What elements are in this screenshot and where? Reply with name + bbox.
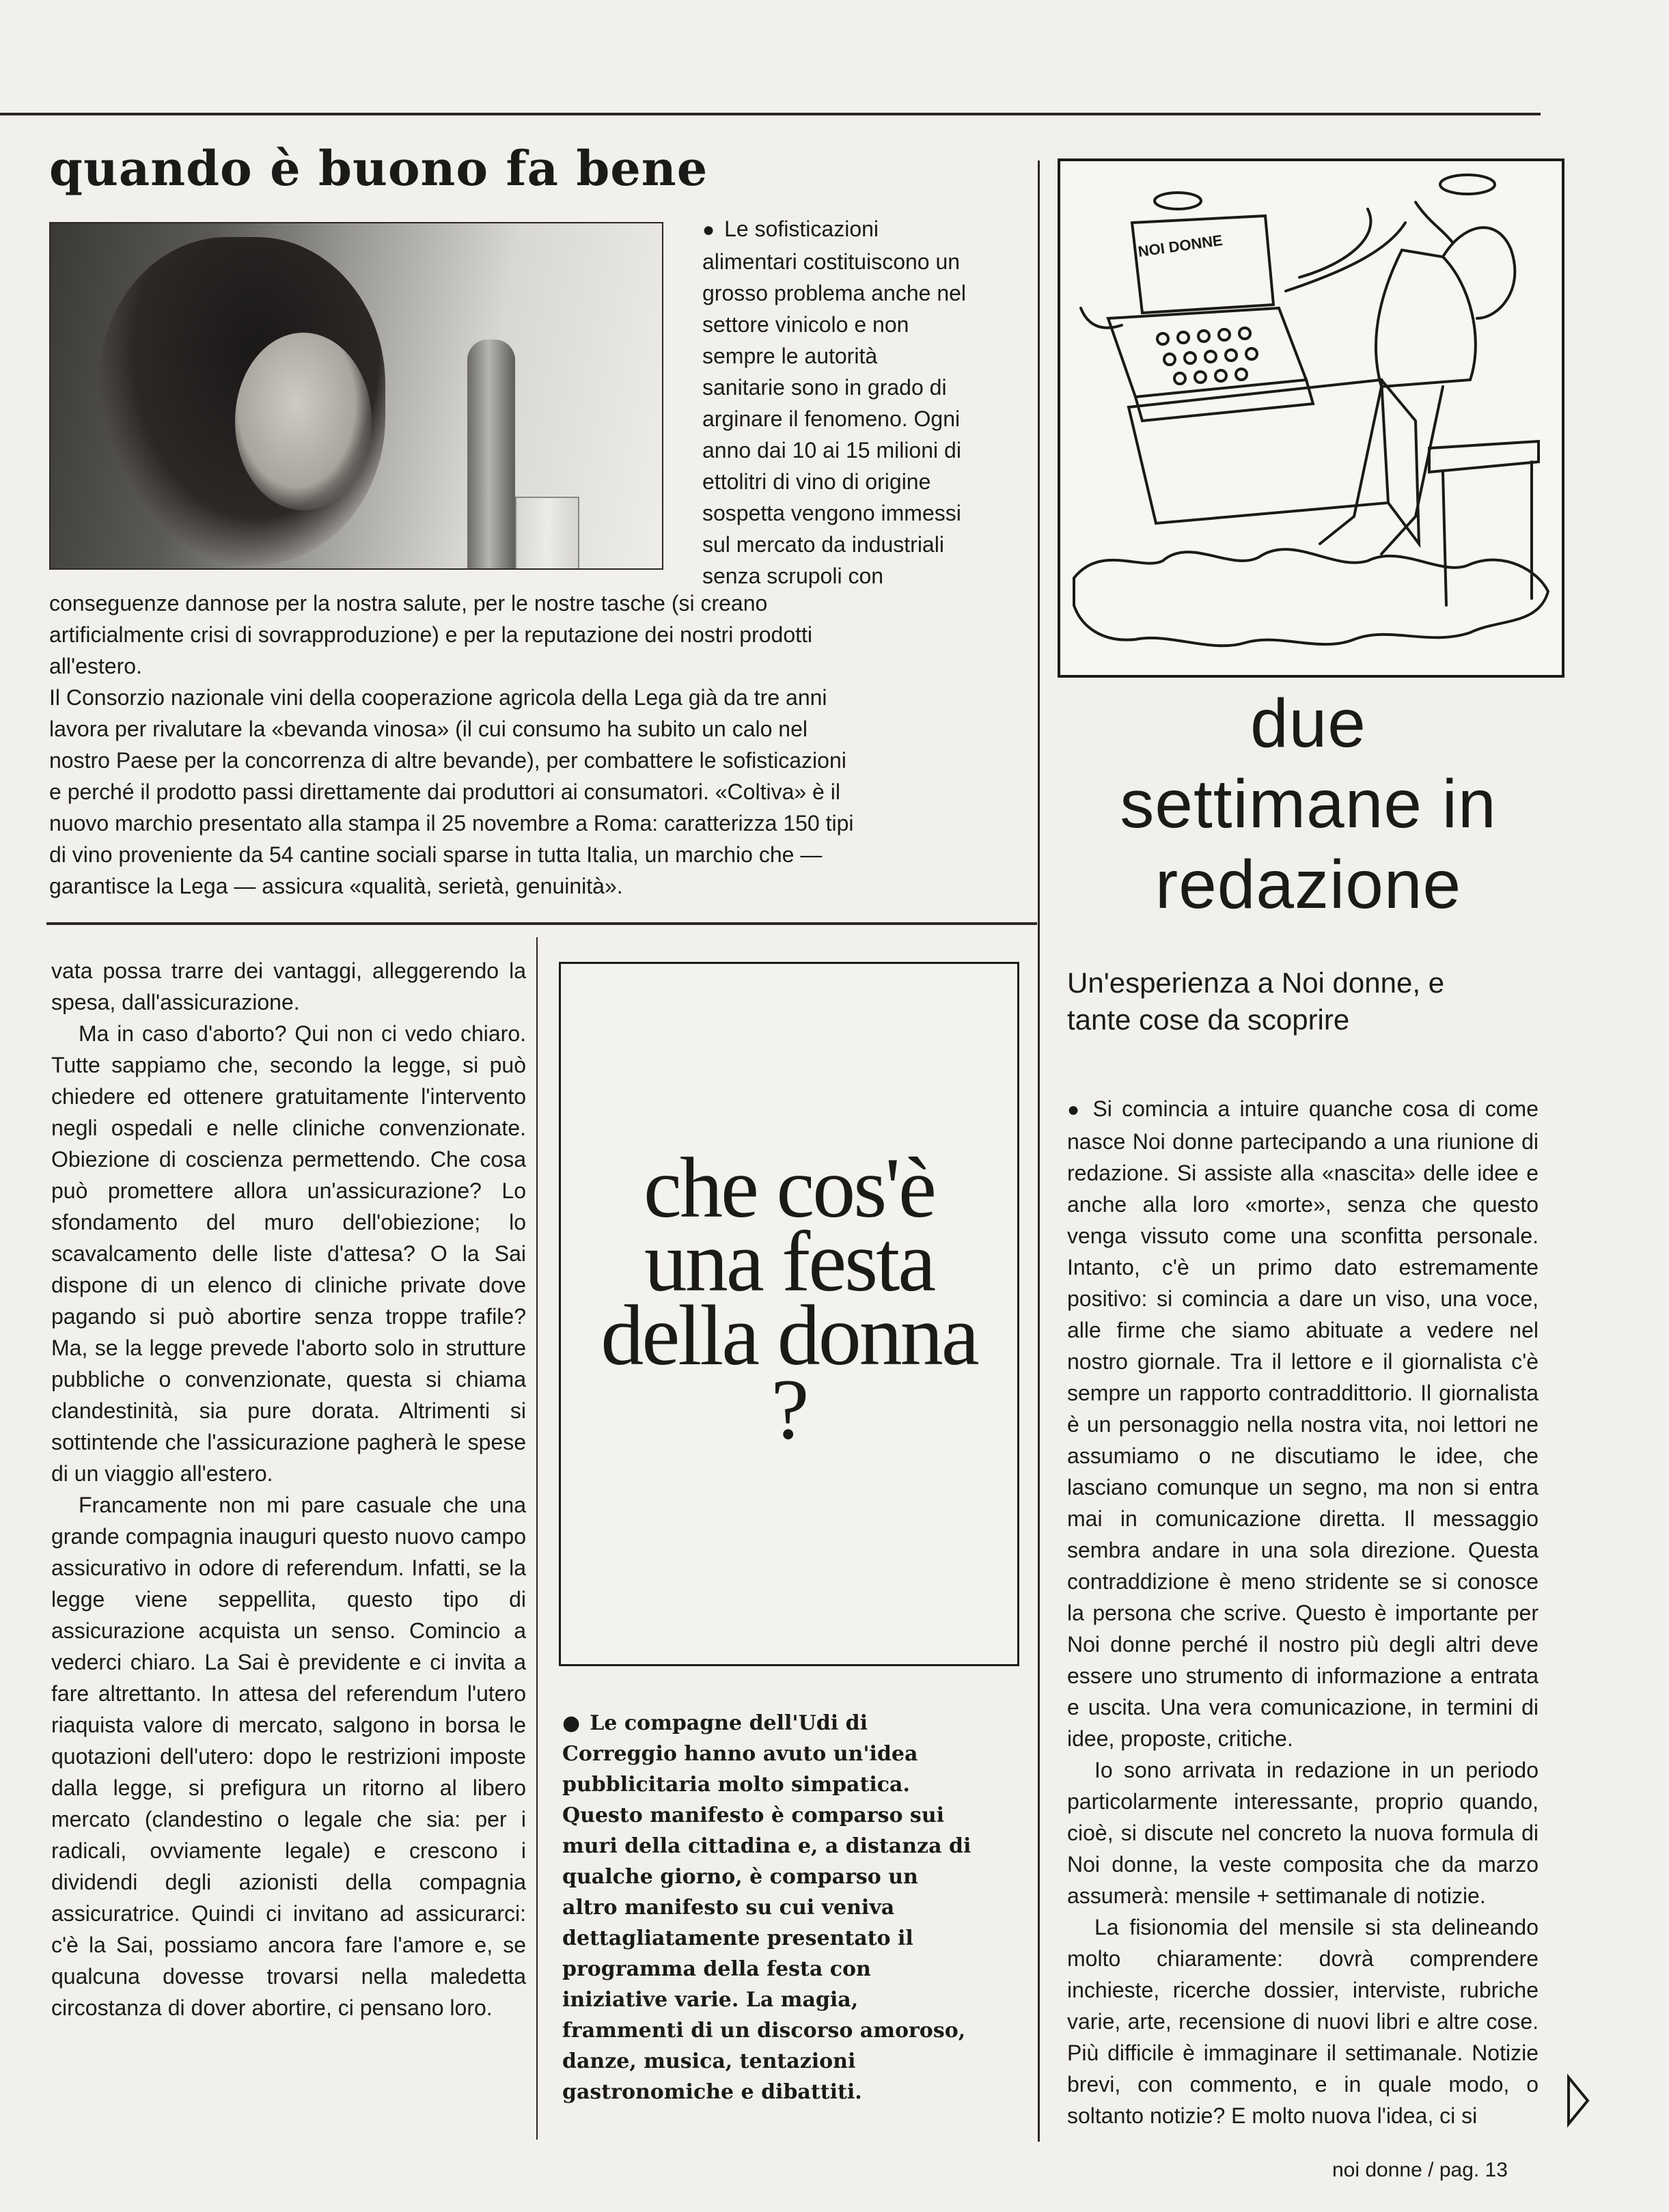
wine-intro-line: sanitarie sono in grado di [702,375,947,400]
abortion-paragraph: Ma in caso d'aborto? Qui non ci vedo chiaro. Tutte sappiamo che, secondo la legge, si può chiedere ed ottenere gratuitamente l'intervento negli ospedali e nelle cliniche convenzionate. Obiezione di coscienza permettendo. Che cosa può promettere allora un'assicurazione? Lo sfondamento del muro dell'obiezione; lo scavalcamento delle liste d'attesa? O la Sai dispone di un elenco di cliniche private dove pagando si può abortire senza troppe trafile? Ma, se la legge prevede l'aborto solo in strutture pubbliche o convenzionate, questa si chiama clandestinità, sia pure dorata. Altrimenti si sottintende che l'assicurazione pagherà le spese di un viaggio all'estero. [51,1021,526,1486]
poster-title [561,1141,1017,1457]
wine-intro-line: arginare il fenomeno. Ogni [702,406,961,431]
wine-intro-line: ettolitri di vino di origine [702,469,931,494]
wine-intro-line: grosso problema anche nel [702,281,967,305]
abortion-paragraph: Francamente non mi pare casuale che una grande compagnia inauguri questo nuovo campo assicurativo in odore di referendum. Infatti, se la legge viene seppellita, questo tipo di assicurazione acquista un senso. Comincio a vederci chiaro. La Sai è previdente e ci invita a fare altrettanto. In attesa del referendum l'utero riaquista valore di mercato, salgono in borsa le quotazioni dell'utero: dopo le restrizioni imposte dalla legge, si prefigura un ritorno al libero mercato (clandestino o legale che sia: per i radicali, ovviamente legale) e crescono i dividendi degli azionisti della compagnia assicuratrice. Quindi ci invitano ad assicurarci: c'è la Sai, possiamo ancora fare l'amore e, se qualcuna dovesse trovarsi nella maledetta circostanza di dover abortire, ci pensano loro. [51,1493,526,2020]
poster-line: ? [771,1362,808,1457]
abortion-paragraph: vata possa trarre dei vantaggi, alleggerendo la spesa, dall'assicurazione. [51,958,526,1014]
cartoon-sign: NOI DONNE [1137,231,1224,260]
wine-body-line: e perché il prodotto passi direttamente dai produttori ai consumatori. «Coltiva» è il [49,779,840,804]
woman-with-wine-photo [49,222,663,570]
wine-intro-line: sospetta vengono immessi [702,501,961,525]
wine-body-line: nuovo marchio presentato alla stampa il 25 novembre a Roma: caratterizza 150 tipi [49,811,854,835]
redazione-paragraph: Io sono arrivata in redazione in un periodo particolarmente interessante, proprio quando, cioè, si discute nel concreto la nuova formula di Noi donne, la veste composita che da marzo assumerà: mensile + settimanale di notizie. [1067,1758,1539,1908]
wine-intro-line: alimentari costituiscono un [702,249,961,274]
footer-separator: / [1428,2159,1434,2181]
wine-body [49,587,1040,902]
wine-intro-line: ● Le sofisticazioni [702,213,1030,246]
redazione-title-line: due [1250,685,1366,762]
festa-caption [562,1708,972,2107]
wine-body-line: nostro Paese per la concorrenza di altre bevande), per combattere le sofisticazioni [49,748,846,773]
wine-intro-line: settore vinicolo e non [702,312,909,337]
redazione-subtitle [1067,965,1559,1038]
subtitle-line: Un'esperienza a Noi donne, e [1067,967,1445,999]
footer-magazine: noi donne [1332,2159,1422,2181]
wine-body-line: all'estero. [49,654,142,678]
column-divider [536,937,538,2140]
page-footer [1332,2159,1508,2182]
wine-body-line: artificialmente crisi di sovrapproduzione) e per la reputazione dei nostri prodotti [49,622,813,647]
redazione-title-line: redazione [1155,846,1462,923]
poster-line: una festa [644,1215,935,1310]
festa-caption-text: Le compagne dell'Udi di Correggio hanno avuto un'idea pubblicitaria molto simpatica. Questo manifesto è comparso sui muri della cittadina e, a distanza di qualche giorno, è comparso un altro manifesto su cui veniva dettagliatamente presentato il programma della festa con iniziative varie. La magia, frammenti di un discorso amoroso, danze, musica, tentazioni gastronomiche e dibattiti. [562,1711,971,2104]
wine-body-line: di vino proveniente da 54 cantine sociali sparse in tutta Italia, un marchio che — [49,842,823,867]
cartoon-illustration [1058,158,1564,678]
redazione-body [1067,1093,1539,2131]
redazione-title [1042,683,1575,925]
footer-page: pag. 13 [1439,2159,1508,2181]
wine-intro-line: sempre le autorità [702,344,878,368]
abortion-column [51,955,526,2023]
redazione-paragraph: La fisionomia del mensile si sta delineando molto chiaramente: dovrà comprendere inchieste, ricerche dossier, interviste, rubriche varie, arte, recensione di nuovi libri e altre cose. Più difficile è immaginare il settimanale. Notizie brevi, con commento, e in quale modo, o soltanto notizie? E molto nuova l'idea, ci si [1067,1915,1539,2128]
section-rule [46,922,1037,925]
continue-arrow-icon [1564,2073,1592,2128]
redazione-title-line: settimane in [1120,766,1497,842]
wine-headline: quando è buono fa bene [49,140,708,197]
wine-intro [702,213,1030,592]
subtitle-line: tante cose da scoprire [1067,1004,1350,1036]
poster-line: della donna [601,1288,978,1383]
wine-body-line: garantisce la Lega — assicura «qualità, serietà, genuinità». [49,874,623,898]
redazione-paragraph: ● Si comincia a intuire quanche cosa di come nasce Noi donne partecipando a una riunione di redazione. Si assiste alla «nascita» delle idee e anche alla loro «morte», senza che questo venga vissuto come una sconfitta personale. Intanto, c'è un primo dato estremamente positivo: si comincia a dare un viso, una voce, alle firme che siamo abituate a vedere nel nostro giornale. Tra il lettore e il giornalista c'è sempre un rapporto contraddittorio. Il giornalista è un personaggio nella nostra vita, noi lettori ne assumiamo o ne discutiamo le idee, che lasciano comunque un segno, ma non si entra mai in comunicazione diretta. Il messaggio sembra andare in una sola direzione. Questa contraddizione è meno stridente se si conosce la persona che scrive. Questo è importante per Noi donne perché il nostro più degli altri deve essere uno strumento di informazione a entrata e uscita. Una vera comunicazione, in termini di idee, proposte, critiche. [1067,1093,1539,1754]
top-rule [0,113,1541,115]
festa-poster [559,962,1019,1666]
column-divider [1038,161,1040,2142]
poster-line: che cos'è [644,1141,935,1236]
wine-intro-line: anno dai 10 ai 15 milioni di [702,438,961,462]
wine-body-line: lavora per rivalutare la «bevanda vinosa» (il cui consumo ha subito un calo nel [49,717,808,741]
wine-intro-line: senza scrupoli con [702,564,884,588]
wine-body-line: conseguenze dannose per la nostra salute, per le nostre tasche (si creano [49,591,768,616]
typist-cartoon [1060,161,1562,675]
wine-intro-line: sul mercato da industriali [702,532,944,557]
wine-body-line: Il Consorzio nazionale vini della cooperazione agricola della Lega già da tre anni [49,685,827,710]
